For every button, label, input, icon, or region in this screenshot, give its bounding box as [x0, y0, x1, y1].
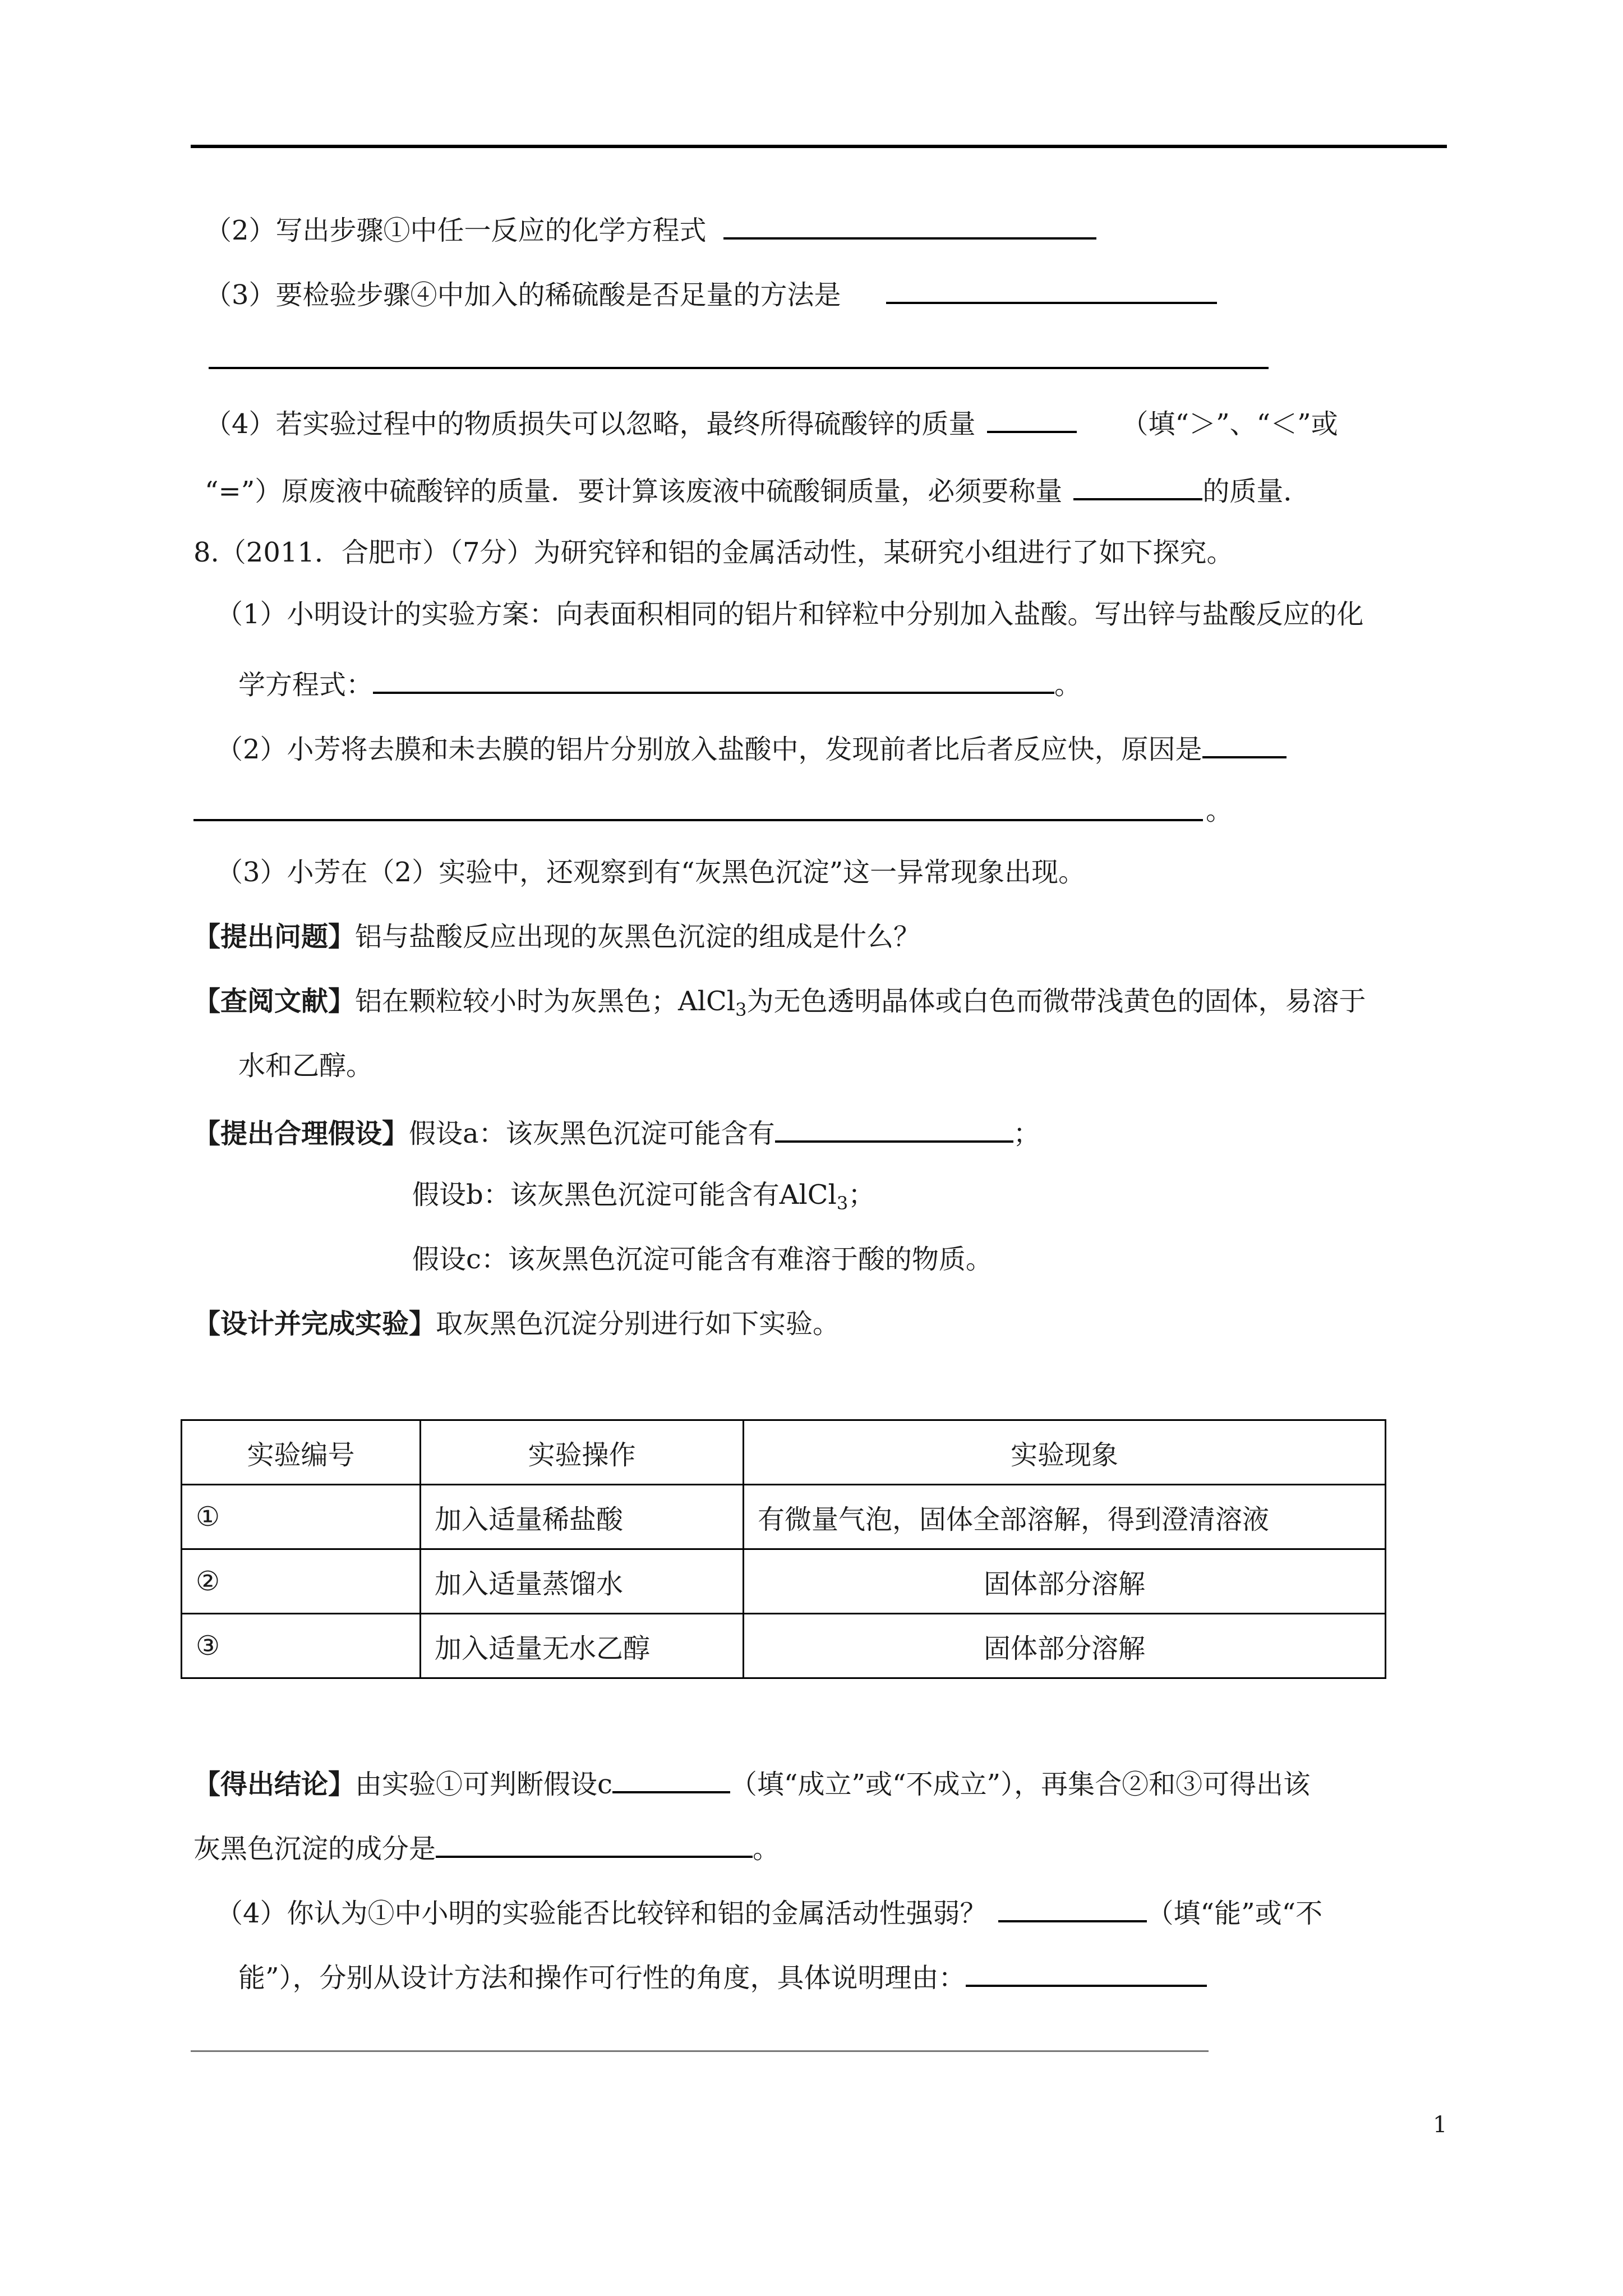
- q8-hypothesis-a-blank[interactable]: [775, 1114, 1013, 1143]
- q8-part3: （3）小芳在（2）实验中，还观察到有“灰黑色沉淀”这一异常现象出现。: [216, 857, 1086, 888]
- q8-header: 8.（2011．合肥市）（7分）为研究锌和铝的金属活动性，某研究小组进行了如下探究。: [193, 537, 1234, 568]
- table-cell: 加入适量稀盐酸: [421, 1485, 744, 1549]
- table-cell: 固体部分溶解: [744, 1614, 1386, 1678]
- table-cell: ①: [182, 1485, 421, 1549]
- q7-part2: （2）写出步骤①中任一反应的化学方程式: [205, 210, 1096, 247]
- q8-part4-yesno-blank[interactable]: [998, 1893, 1147, 1922]
- q8-part4-reason-blank[interactable]: [966, 1958, 1207, 1987]
- table-header-cell: 实验编号: [182, 1420, 421, 1485]
- q8-part2-line1: （2）小芳将去膜和未去膜的铝片分别放入盐酸中，发现前者比后者反应快，原因是: [216, 729, 1287, 766]
- q7-part4-weigh-blank[interactable]: [1073, 471, 1202, 500]
- footer-rule: [191, 2050, 1209, 2052]
- q8-part2-answer-line2[interactable]: [193, 819, 1203, 821]
- q8-design: 【设计并完成实验】取灰黑色沉淀分别进行如下实验。: [193, 1308, 840, 1340]
- table-cell: 固体部分溶解: [744, 1549, 1386, 1614]
- q8-question: 【提出问题】铝与盐酸反应出现的灰黑色沉淀的组成是什么？: [193, 921, 921, 953]
- q7-part3-answer-line2[interactable]: [209, 367, 1269, 369]
- table-row: [182, 1485, 1386, 1549]
- q8-literature-line1: 【查阅文献】铝在颗粒较小时为灰黑色；AlCl$_3$为无色透明晶体或白色而微带浅黄色的固体，易溶于: [193, 986, 1366, 1020]
- table-row: [182, 1549, 1386, 1614]
- experiment-table: [181, 1419, 1386, 1679]
- q8-part1-line2: 学方程式： 。: [238, 665, 1081, 702]
- q8-part4-line1: （4）你认为①中小明的实验能否比较锌和铝的金属活动性强弱？ （填“能”或“不: [216, 1893, 1322, 1930]
- q7-part4-line2: “=”）原废液中硫酸锌的质量．要计算该废液中硫酸铜质量，必须要称量 的质量．: [205, 471, 1310, 508]
- q7-part4-line1: （4）若实验过程中的物质损失可以忽略，最终所得硫酸锌的质量 （填“＞”、“＜”或: [205, 404, 1338, 441]
- q8-hypothesis-b: 假设b：该灰黑色沉淀可能含有AlCl$_3$；: [412, 1179, 875, 1214]
- table-header-row: [182, 1420, 1386, 1485]
- table-header-cell: 实验操作: [421, 1420, 744, 1485]
- table-cell: 加入适量无水乙醇: [421, 1614, 744, 1678]
- q8-part1-line1: （1）小明设计的实验方案：向表面积相同的铝片和锌粒中分别加入盐酸。写出锌与盐酸反应的化: [216, 599, 1364, 630]
- q7-part2-answer-blank[interactable]: [723, 210, 1096, 240]
- table-row: [182, 1614, 1386, 1678]
- q8-part4-line2: 能”），分别从设计方法和操作可行性的角度，具体说明理由：: [238, 1958, 1207, 1995]
- page-number: 1: [1433, 2112, 1447, 2138]
- q8-literature-line2: 水和乙醇。: [238, 1050, 374, 1082]
- table-cell: 加入适量蒸馏水: [421, 1549, 744, 1614]
- q8-conclusion-blank[interactable]: [612, 1764, 730, 1793]
- q8-hypothesis-c: 假设c：该灰黑色沉淀可能含有难溶于酸的物质。: [412, 1244, 993, 1275]
- q8-conclusion-line2: 灰黑色沉淀的成分是 。: [193, 1829, 780, 1866]
- q7-part3-answer-blank[interactable]: [886, 275, 1217, 304]
- q8-hypothesis-a: 【提出合理假设】假设a：该灰黑色沉淀可能含有 ；: [193, 1114, 1040, 1151]
- table-cell: 有微量气泡，固体全部溶解，得到澄清溶液: [744, 1485, 1386, 1549]
- q8-part2-period: 。: [1206, 795, 1233, 826]
- table-cell: ③: [182, 1614, 421, 1678]
- q8-part2-reason-blank[interactable]: [1202, 729, 1287, 758]
- q8-conclusion-line1: 【得出结论】由实验①可判断假设c （填“成立”或“不成立”），再集合②和③可得出该: [193, 1764, 1310, 1801]
- table-cell: ②: [182, 1549, 421, 1614]
- table-header-cell: 实验现象: [744, 1420, 1386, 1485]
- header-rule: [191, 145, 1447, 148]
- q7-part3: （3）要检验步骤④中加入的稀硫酸是否足量的方法是: [205, 275, 1217, 312]
- q7-part4-compare-blank[interactable]: [987, 404, 1077, 433]
- q8-part1-equation-blank[interactable]: [373, 665, 1054, 694]
- q8-composition-blank[interactable]: [436, 1829, 753, 1858]
